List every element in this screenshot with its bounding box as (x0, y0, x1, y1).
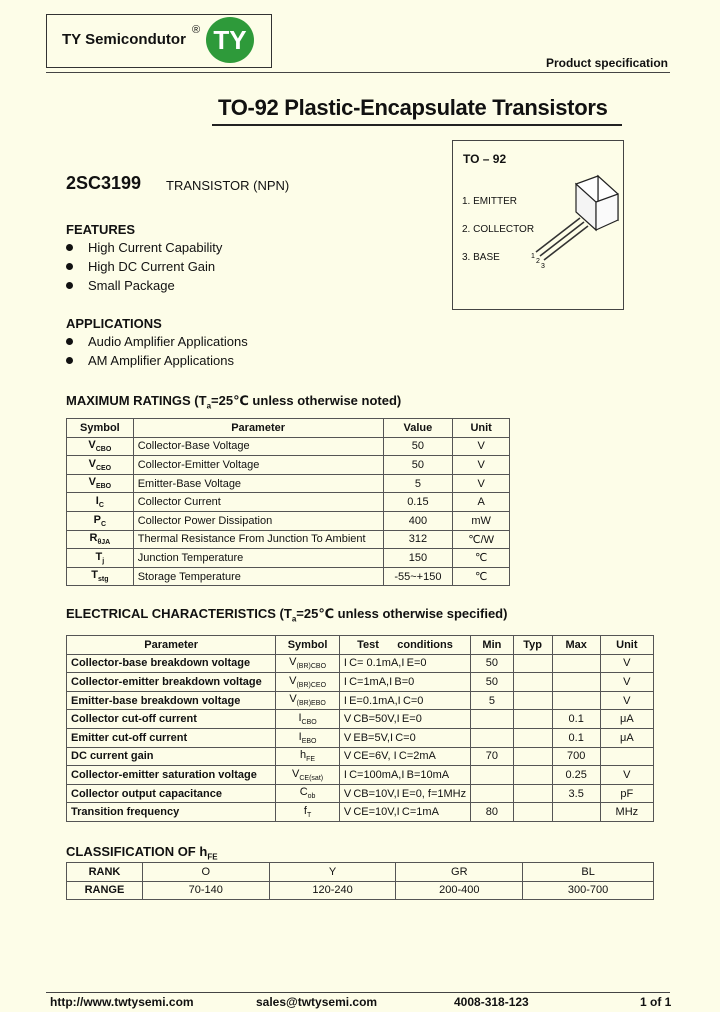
unit-cell: V (600, 654, 653, 673)
pin-collector: 2. COLLECTOR (462, 224, 535, 235)
bullet-icon (66, 357, 73, 364)
table-row (67, 710, 654, 729)
unit-cell: V (600, 691, 653, 710)
symbol-sub: (BR)CEO (296, 682, 327, 690)
conditions-cell: V CE=10V,I C=1mA (339, 803, 470, 822)
unit-cell: ℃/W (453, 530, 510, 549)
max-cell: 0.25 (552, 766, 600, 785)
footer-divider (46, 992, 670, 993)
applications-heading: APPLICATIONS (66, 316, 162, 331)
pin-number-2: 2 (536, 258, 540, 265)
symbol-main: V (289, 693, 297, 706)
bullet-icon (66, 263, 73, 270)
symbol-main: T (95, 550, 103, 563)
symbol-sub: C (101, 520, 107, 528)
col-max: Max (552, 636, 600, 655)
application-item: AM Amplifier Applications (66, 353, 234, 368)
table-row (67, 456, 510, 475)
table-row (67, 474, 510, 493)
col-parameter: Parameter (67, 636, 276, 655)
symbol-sub: ob (307, 793, 316, 801)
symbol-sub: EBO (95, 483, 112, 491)
value-cell: 50 (383, 456, 453, 475)
min-cell: 80 (471, 803, 514, 822)
table-row (67, 567, 510, 586)
parameter-cell: Collector output capacitance (67, 784, 276, 803)
col-parameter: Parameter (133, 419, 383, 438)
pin-number-1: 1 (531, 253, 535, 260)
bullet-icon (66, 244, 73, 251)
footer-phone: 4008-318-123 (454, 995, 529, 1009)
value-cell: 0.15 (383, 493, 453, 512)
typ-cell (513, 747, 552, 766)
value-cell: 312 (383, 530, 453, 549)
rank-label: RANK (67, 863, 143, 882)
header-divider (46, 72, 670, 73)
parameter-cell: Collector cut-off current (67, 710, 276, 729)
unit-cell: MHz (600, 803, 653, 822)
range-o: 70-140 (142, 881, 269, 900)
symbol-sub: (BR)EBO (296, 700, 326, 708)
to92-package-icon (528, 168, 622, 272)
range-y: 120-240 (269, 881, 396, 900)
conditions-cell: V CE=6V, I C=2mA (339, 747, 470, 766)
max-ratings-heading: MAXIMUM RATINGS ($T_a=25℃$ unless otherwise noted) (66, 393, 402, 411)
table-row (67, 803, 654, 822)
symbol-sub: j (102, 558, 105, 566)
symbol-sub: stg (97, 576, 109, 584)
typ-cell (513, 803, 552, 822)
parameter-cell: Emitter-Base Voltage (133, 474, 383, 493)
symbol-sub: FE (306, 756, 316, 764)
symbol-main: h (300, 749, 307, 762)
typ-cell (513, 728, 552, 747)
table-row (67, 863, 654, 882)
value-cell: 150 (383, 549, 453, 568)
col-symbol: Symbol (67, 419, 134, 438)
symbol-cell (276, 728, 339, 747)
min-cell (471, 728, 514, 747)
symbol-cell (276, 784, 339, 803)
symbol-main: R (89, 532, 98, 545)
symbol-cell (276, 803, 339, 822)
unit-cell: V (453, 437, 510, 456)
footer-url-link[interactable]: http://www.twtysemi.com (50, 995, 194, 1009)
symbol-main: I (298, 730, 302, 743)
symbol-sub: T (306, 812, 312, 820)
table-row (67, 766, 654, 785)
typ-cell (513, 710, 552, 729)
col-min: Min (471, 636, 514, 655)
symbol-main: f (303, 805, 307, 818)
min-cell (471, 766, 514, 785)
table-row (67, 493, 510, 512)
typ-cell (513, 766, 552, 785)
ty-logo-icon: TY (206, 17, 254, 63)
pin-emitter: 1. EMITTER (462, 196, 518, 207)
symbol-cell (276, 673, 339, 692)
unit-cell: μA (600, 728, 653, 747)
conditions-cell: I C= 0.1mA,I E=0 (339, 654, 470, 673)
symbol-sub: θJA (97, 539, 111, 547)
symbol-main: C (299, 786, 308, 799)
features-heading: FEATURES (66, 222, 136, 237)
typ-cell (513, 673, 552, 692)
classification-table (66, 862, 654, 900)
min-cell: 50 (471, 654, 514, 673)
feature-item: High DC Current Gain (66, 259, 215, 274)
unit-cell: ℃ (453, 567, 510, 586)
symbol-sub: CE(sat) (299, 775, 324, 783)
table-row (67, 530, 510, 549)
table-row (67, 549, 510, 568)
min-cell (471, 710, 514, 729)
package-name: TO – 92 (463, 152, 507, 166)
max-cell: 3.5 (552, 784, 600, 803)
symbol-cell (67, 493, 134, 512)
col-typ: Typ (513, 636, 552, 655)
col-test-conditions: Test conditions (339, 636, 470, 655)
col-symbol: Symbol (276, 636, 339, 655)
symbol-main: I (298, 712, 302, 725)
rank-y: Y (269, 863, 396, 882)
unit-cell: μA (600, 710, 653, 729)
typ-cell (513, 691, 552, 710)
conditions-cell: V CB=50V,I E=0 (339, 710, 470, 729)
unit-cell: V (600, 766, 653, 785)
conditions-cell: I E=0.1mA,I C=0 (339, 691, 470, 710)
parameter-cell: Thermal Resistance From Junction To Ambient (133, 530, 383, 549)
company-name: TY Semicondutor (62, 31, 186, 48)
conditions-cell: I C=100mA,I B=10mA (339, 766, 470, 785)
max-cell (552, 654, 600, 673)
min-cell: 70 (471, 747, 514, 766)
parameter-cell: Collector-base breakdown voltage (67, 654, 276, 673)
max-cell: 700 (552, 747, 600, 766)
symbol-cell (67, 549, 134, 568)
symbol-main: V (292, 767, 300, 780)
unit-cell: ℃ (453, 549, 510, 568)
electrical-heading: ELECTRICAL CHARACTERISTICS ($T_a=25℃$ unless otherwise specified) (66, 606, 508, 624)
unit-cell: A (453, 493, 510, 512)
max-cell (552, 691, 600, 710)
classification-heading: CLASSIFICATION OF $h_{FE}$ (66, 844, 218, 862)
table-row (67, 728, 654, 747)
parameter-cell: Collector-Base Voltage (133, 437, 383, 456)
table-row (67, 881, 654, 900)
footer-email-link[interactable]: sales@twtysemi.com (256, 995, 378, 1009)
pin-number-3: 3 (541, 263, 545, 270)
bullet-icon (66, 282, 73, 289)
footer-page-number: 1 of 1 (640, 995, 672, 1009)
symbol-sub: CEO (95, 465, 112, 473)
feature-item: Small Package (66, 278, 175, 293)
range-bl: 300-700 (523, 881, 654, 900)
table-row (67, 437, 510, 456)
registered-mark: ® (192, 24, 201, 36)
unit-cell (600, 747, 653, 766)
max-ratings-table (66, 418, 510, 586)
symbol-cell (67, 511, 134, 530)
typ-cell (513, 784, 552, 803)
feature-item: High Current Capability (66, 240, 222, 255)
rank-gr: GR (396, 863, 523, 882)
symbol-main: I (95, 495, 99, 508)
unit-cell: mW (453, 511, 510, 530)
symbol-sub: CBO (301, 719, 317, 727)
symbol-cell (276, 747, 339, 766)
parameter-cell: Transition frequency (67, 803, 276, 822)
max-cell: 0.1 (552, 728, 600, 747)
symbol-cell (276, 766, 339, 785)
max-cell (552, 673, 600, 692)
symbol-main: V (88, 476, 96, 489)
conditions-cell: V CB=10V,I E=0, f=1MHz (339, 784, 470, 803)
symbol-cell (276, 654, 339, 673)
min-cell: 50 (471, 673, 514, 692)
unit-cell: V (453, 474, 510, 493)
parameter-cell: DC current gain (67, 747, 276, 766)
value-cell: -55~+150 (383, 567, 453, 586)
page-title: TO-92 Plastic-Encapsulate Transistors (218, 95, 608, 120)
symbol-sub: CBO (95, 446, 112, 454)
range-label: RANGE (67, 881, 143, 900)
symbol-main: V (88, 439, 96, 452)
symbol-main: P (93, 513, 101, 526)
table-row (67, 511, 510, 530)
parameter-cell: Collector Current (133, 493, 383, 512)
table-row (67, 654, 654, 673)
table-row (67, 747, 654, 766)
parameter-cell: Collector-emitter breakdown voltage (67, 673, 276, 692)
rank-o: O (142, 863, 269, 882)
range-gr: 200-400 (396, 881, 523, 900)
unit-cell: V (453, 456, 510, 475)
symbol-sub: EBO (301, 737, 317, 745)
part-description: TRANSISTOR (NPN) (166, 178, 290, 193)
conditions-cell: I C=1mA,I B=0 (339, 673, 470, 692)
symbol-cell (67, 567, 134, 586)
unit-cell: V (600, 673, 653, 692)
value-cell: 5 (383, 474, 453, 493)
col-unit: Unit (600, 636, 653, 655)
symbol-cell (67, 474, 134, 493)
electrical-table (66, 635, 654, 822)
max-cell (552, 803, 600, 822)
rank-bl: BL (523, 863, 654, 882)
symbol-cell (276, 691, 339, 710)
symbol-cell (67, 530, 134, 549)
pin-base: 3. BASE (462, 252, 500, 263)
value-cell: 400 (383, 511, 453, 530)
bullet-icon (66, 338, 73, 345)
table-row (67, 673, 654, 692)
symbol-cell (276, 710, 339, 729)
part-number: 2SC3199 (66, 173, 142, 193)
symbol-main: T (91, 569, 98, 582)
conditions-cell: V EB=5V,I C=0 (339, 728, 470, 747)
symbol-cell (67, 456, 134, 475)
col-value: Value (383, 419, 453, 438)
unit-cell: pF (600, 784, 653, 803)
parameter-cell: Collector-Emitter Voltage (133, 456, 383, 475)
symbol-sub: (BR)CBO (296, 663, 327, 671)
min-cell (471, 784, 514, 803)
table-row (67, 691, 654, 710)
symbol-cell (67, 437, 134, 456)
application-item: Audio Amplifier Applications (66, 334, 248, 349)
parameter-cell: Emitter-base breakdown voltage (67, 691, 276, 710)
product-specification: Product specification (545, 56, 668, 70)
symbol-main: V (289, 674, 297, 687)
typ-cell (513, 654, 552, 673)
parameter-cell: Emitter cut-off current (67, 728, 276, 747)
parameter-cell: Junction Temperature (133, 549, 383, 568)
min-cell: 5 (471, 691, 514, 710)
max-cell: 0.1 (552, 710, 600, 729)
parameter-cell: Collector Power Dissipation (133, 511, 383, 530)
col-unit: Unit (453, 419, 510, 438)
parameter-cell: Storage Temperature (133, 567, 383, 586)
symbol-sub: C (98, 502, 104, 510)
table-row (67, 784, 654, 803)
parameter-cell: Collector-emitter saturation voltage (67, 766, 276, 785)
symbol-main: V (88, 457, 96, 470)
title-underline (212, 124, 622, 126)
symbol-main: V (289, 656, 297, 669)
value-cell: 50 (383, 437, 453, 456)
